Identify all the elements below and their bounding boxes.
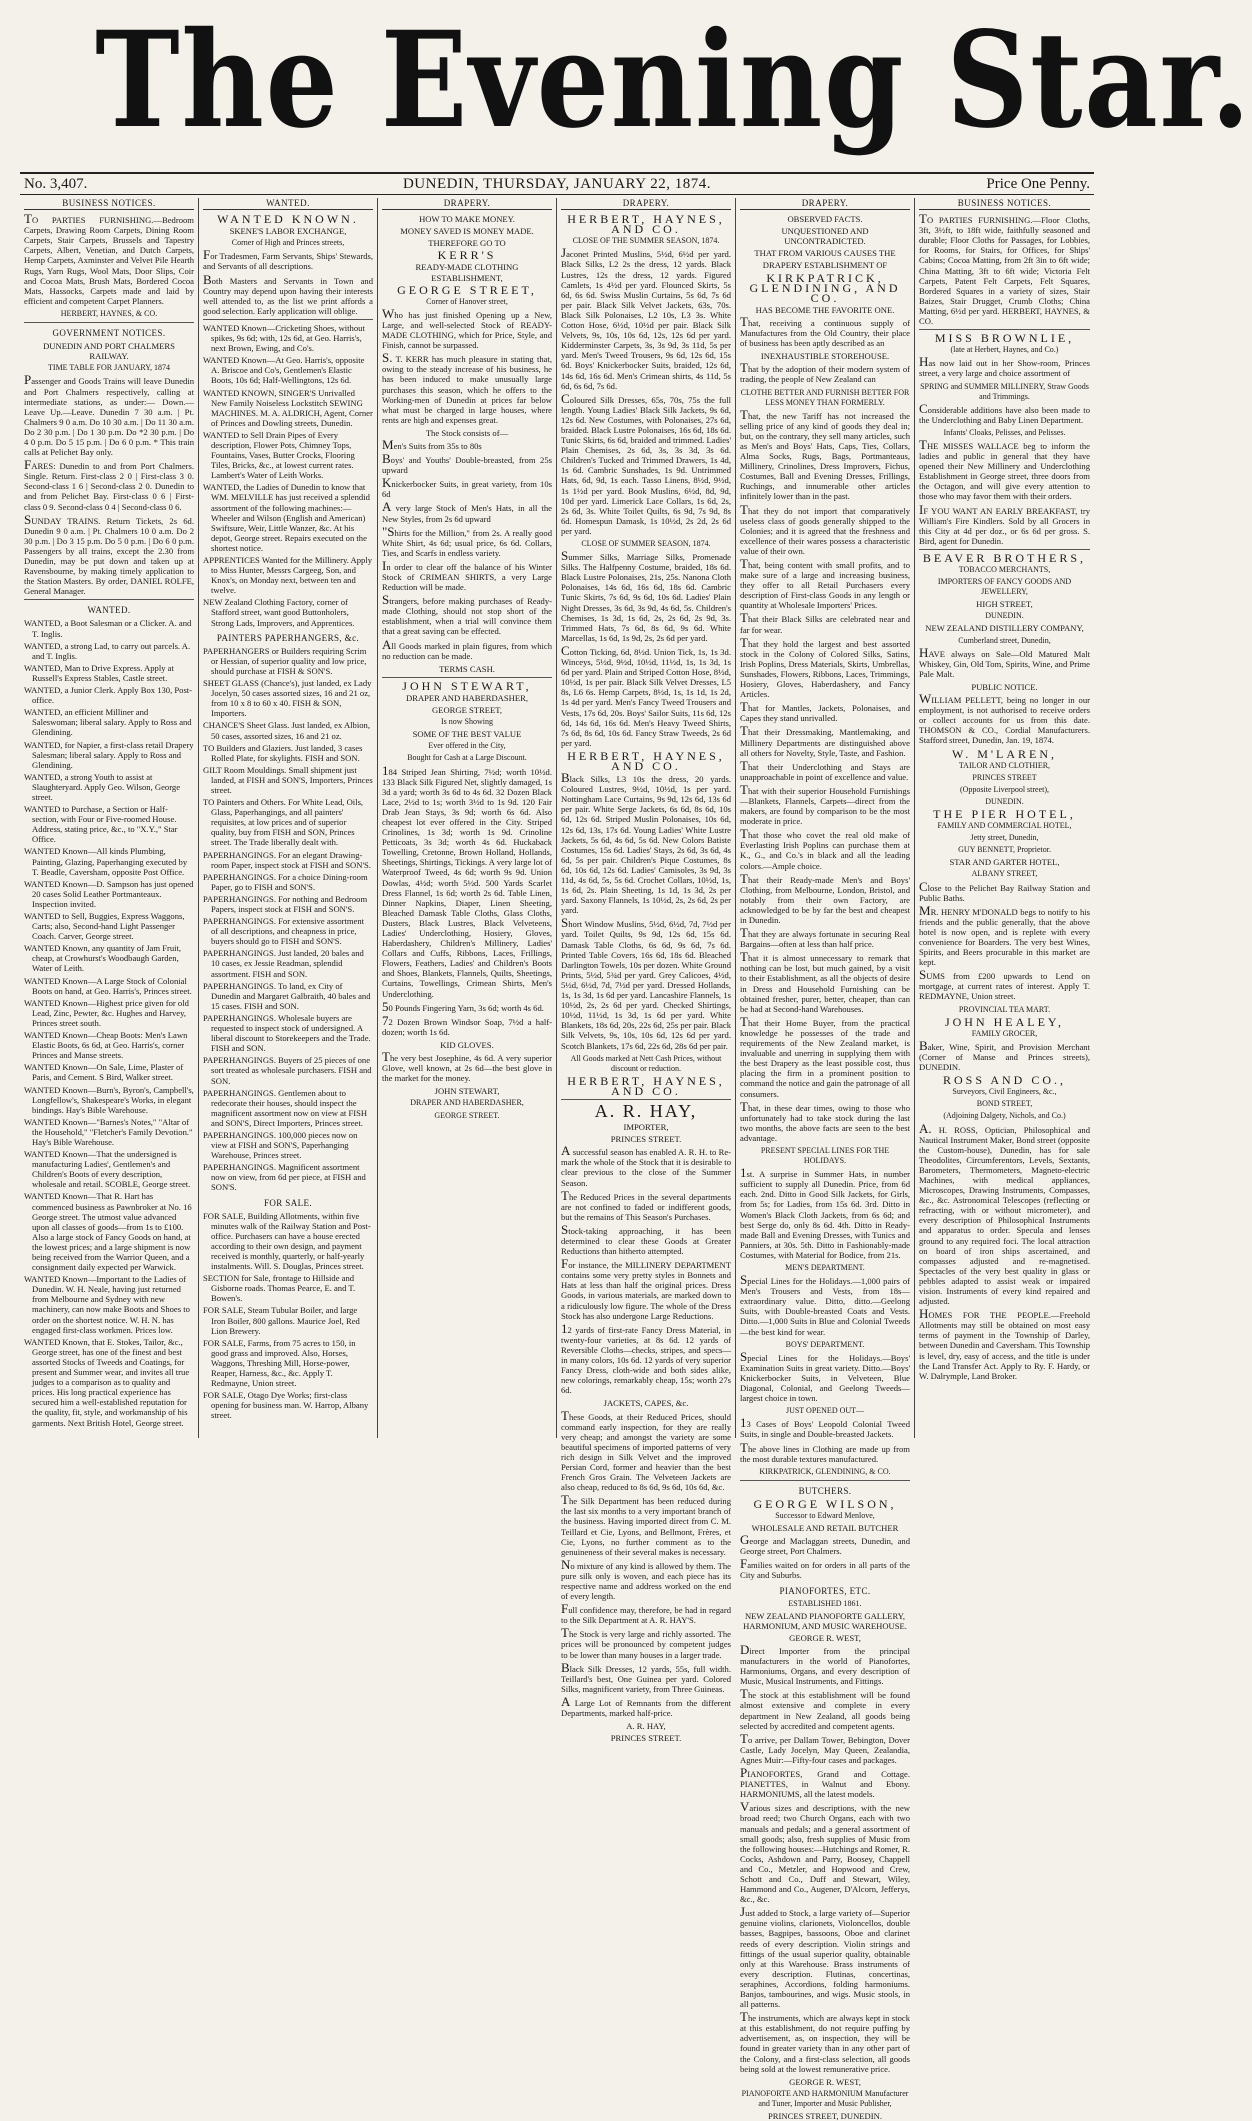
section-head: BUTCHERS. — [798, 1485, 852, 1496]
ad: Special Lines for the Holidays.—1,000 pairs of Men's Trousers and Vests, from 18s—extraordinary value. Ditto, ditto.—Geelong Suits, with Double-breasted Coats and Vests. Ditto.—1,000 Suits in Blue and Colonial Tweeds—the best kind for wear. — [740, 1272, 910, 1337]
ad-title: W. M'LAREN, — [951, 746, 1058, 761]
ad-line: HOW TO MAKE MONEY. — [419, 214, 515, 225]
ad: WANTED to Sell, Buggies, Express Waggons, Carts; also, Second-hand Light Passenger Coach. Carver, George street. — [24, 911, 185, 942]
ad-title: HERBERT, HAYNES, AND CO. — [567, 748, 725, 773]
ad: That, in these dear times, owing to those who unfortunately had to take stock during the last two months, the above facts are seen to the best advantage. — [740, 1098, 910, 1143]
ad-line: PRINCES STREET, DUNEDIN. — [768, 2111, 882, 2121]
ad-line: PRINCES STREET. — [610, 1733, 682, 1744]
ad: HAVE always on Sale—Old Matured Malt Whiskey, Gin, Old Tom, Spirits, Wine, and Prime Pale Malt. — [919, 644, 1090, 679]
ad: FOR SALE, Otago Dye Works; first-class opening for business man. W. Harrop, Albany street. — [203, 1390, 369, 1421]
ad: PAPERHANGINGS. Just landed, 20 bales and 10 cases, ex Jessie Readman, splendid assortment. FISH and SON. — [203, 948, 364, 979]
ad-line: PROVINCIAL TEA MART. — [958, 1004, 1051, 1014]
masthead-title: The Evening Star. — [95, 3, 1252, 158]
ad: CHANCE'S Sheet Glass. Just landed, ex Albion, 50 cases, assorted sizes, 16 and 21 oz. — [203, 720, 370, 741]
ad: Has now laid out in her Show-room, Princes street, a very large and choice assortment of — [919, 354, 1090, 379]
ad: WANTED Known—A Large Stock of Colonial Boots on hand, at Geo. Harris's, Princes street. — [24, 975, 192, 996]
section-head: PIANOFORTES, ETC. — [779, 1585, 871, 1596]
ad: For instance, the MILLINERY DEPARTMENT contains some very pretty styles in Bonnets and Hats at less than half the original prices. Dress Goods, in various materials, are marked down to a ridiculously low figure. The whole of the Dress Stock has also undergone Large Reductions. — [561, 1256, 731, 1321]
ad-title: ROSS AND CO., — [942, 1073, 1067, 1088]
ad-line: Successor to Edward Menlove, — [775, 1510, 875, 1520]
ad: 72 Dozen Brown Windsor Soap, 7½d a half-dozen; worth 1s 6d. — [382, 1012, 552, 1037]
ad: That, the new Tariff has not increased the selling price of any kind of goods they deal in; but, on the contrary, they sell many articles, such as Men's and Boys' Hats, Caps, Ties, Collars, Alma Socks, Rugs, Bags, Portmanteaus, Millinery, Crinolines, Dress Improvers, Fichus, Costumes, Ball and Evening Dresses, Frillings, Ruchings, and innumerable other articles infinitely lower than in the past. — [740, 406, 910, 502]
ad-line: DRAPER AND HABERDASHER, — [410, 1098, 524, 1108]
ad: 12 yards of first-rate Fancy Dress Material, in twenty-four varieties, at 8s 6d. 12 yards of Reversible Cloths—checks, stripes, and specs—in many colors, 10s 6d. 12 yards of very superior Fancy Dress, cloth-wide and both sides alike, new colorings, remarkably cheap, 15s; worth 27s 6d. — [561, 1320, 731, 1396]
ad: All Goods marked in plain figures, from which no reduction can be made. — [382, 636, 552, 661]
ad: Knickerbocker Suits, in great variety, from 10s 6d — [382, 475, 552, 500]
ad-line: DUNEDIN. — [985, 611, 1024, 621]
ad: Black Silk Dresses, 12 yards, 55s, full width. Teillard's best, One Guinea per yard. Colored Silks, magnificent variety, from Three Guineas. — [561, 1659, 731, 1694]
ad: That those who covet the real old make of Everlasting Irish Poplins can purchase them at K., G., and Co.'s in black and all the leading colors.—Ample choice. — [740, 826, 910, 871]
ad-line: SPRING and SUMMER MILLINERY, Straw Goods and Trimmings. — [920, 381, 1089, 401]
ad-line: Corner of High and Princes streets, — [231, 238, 345, 248]
ad-line: DRAPER AND HABERDASHER, — [406, 692, 528, 703]
ad-line: ALBANY STREET, — [971, 869, 1038, 879]
section-head: WANTED. — [87, 605, 131, 616]
ad-line: PRESENT SPECIAL LINES FOR THE HOLIDAYS. — [760, 1145, 890, 1166]
ad: Full confidence may, therefore, be had in regard to the Silk Department at A. R. HAY'S. — [561, 1601, 731, 1626]
ad: That for Mantles, Jackets, Polonaises, and Capes they stand unrivalled. — [740, 699, 910, 724]
ad: WANTED Known—Burn's, Byron's, Campbell's, Longfellow's, Shakespeare's Works, in elegant bindings. Hay's Bible Warehouse. — [24, 1084, 194, 1115]
ad-line: CLOSE OF SUMMER SEASON, 1874. — [581, 539, 711, 548]
ad: Families waited on for orders in all parts of the City and Suburbs. — [740, 1556, 910, 1581]
ad-line: THAT FROM VARIOUS CAUSES THE — [754, 248, 896, 259]
ad: WANTED, Man to Drive Express. Apply at Russell's Express Stables, Castle street. — [24, 662, 174, 683]
ad: Close to the Pelichet Bay Railway Station and Public Baths. — [919, 878, 1090, 903]
divider — [24, 599, 194, 600]
ad-line: IMPORTERS OF FANCY GOODS AND JEWELLERY, — [937, 577, 1072, 597]
ad: WANTED Known—D. Sampson has just opened 20 cases Solid Leather Portmanteaux. Inspection invited. — [24, 878, 194, 909]
ad: TO PARTIES FURNISHING.—Bedroom Carpets, Drawing Room Carpets, Dining Room Carpets, Stair Carpets, Brussels and Tapestry Carpets, Albert, Venetian, and Dutch Carpets, Hemp Carpets, Axminster and Velvet Pile Hearth Rugs, Yarn Rugs, Wool Mats, Door Slips, Coir and Cocoa Mats, Brush Mats, Bordered Cocoa Mats, Hassocks, Carpets made and laid by efficient and competent Carpet Planners. — [24, 211, 194, 306]
ad-line: PRINCES STREET. — [610, 1134, 682, 1145]
ad-line: MONEY SAVED IS MONEY MADE. — [400, 226, 534, 237]
ad-line: Corner of Hanover street, — [426, 296, 508, 306]
ad: PAPERHANGINGS. Gentlemen about to redecorate their houses, should inspect the magnificent assortment now on view at FISH and SON'S, Direct Importers, Princes street. — [203, 1087, 368, 1128]
ad: FOR SALE, Steam Tubular Boiler, and large Iron Boiler, 800 gallons. Maurice Joel, Red Lion Brewery. — [203, 1305, 360, 1336]
column-3 — [378, 198, 557, 1438]
ad: WANTED Known—Cricketing Shoes, without spikes, 9s 6d; with, 12s 6d, at Geo. Harris's, next Brown, Ewing, and Co's. — [203, 322, 365, 354]
ad: TO Painters and Others. For White Lead, Oils, Glass, Paperhangings, and all painters' requisites, at low prices and of superior quality, buy from FISH and SON, Princes street. The Trade liberally dealt with. — [203, 797, 364, 848]
ad-line: PUBLIC NOTICE. — [971, 681, 1038, 692]
ad: 50 Pounds Fingering Yarn, 3s 6d; worth 4s 6d. — [382, 998, 544, 1014]
ad: WANTED Known—Highest price given for old Lead, Zinc, Pewter, &c. Hughes and Harvey, Princes street south. — [24, 997, 189, 1028]
column-1 — [20, 198, 199, 1438]
ad-line: All Goods marked at Nett Cash Prices, without discount or reduction. — [570, 1053, 722, 1073]
ad: Strangers, before making purchases of Ready-made Clothing, should not stop short of the establishment, when a trial will convince them that a great saving can be effected. — [382, 592, 552, 637]
ad: That, receiving a continuous supply of Manufactures from the Old Country, their place of business has been aptly described as an — [740, 313, 910, 349]
ad-line: CLOTHE BETTER AND FURNISH BETTER FOR LESS MONEY THAN FORMERLY. — [740, 387, 910, 407]
issue-date: DUNEDIN, THURSDAY, JANUARY 22, 1874. — [402, 176, 712, 192]
divider — [740, 1480, 910, 1481]
ad: That their Dressmaking, Mantlemaking, and Millinery Departments are distinguished above all others for Novelty, Style, Taste, and Fashion. — [740, 723, 910, 758]
divider — [24, 322, 194, 323]
ad-line: GEORGE STREET, — [431, 705, 503, 716]
ad-line: UNQUESTIONED AND UNCONTRADICTED. — [781, 226, 869, 247]
ad: NEW Zealand Clothing Factory, corner of Stafford street, want good Buttonholers, Strong Lads, Improvers, and Apprentices. — [203, 597, 355, 628]
ad-title: GEORGE WILSON, — [753, 1496, 897, 1511]
ad: In order to clear off the balance of his Winter Stock of CRIMEAN SHIRTS, a very Large Reduction will be made. — [382, 557, 552, 593]
ad: WANTED to Purchase, a Section or Half-section, with Four or Five-roomed House. Address, stating price, &c., to "X.Y.," Star Office. — [24, 804, 178, 845]
ad: The above lines in Clothing are made up from the most durable textures manufactured. — [740, 1439, 910, 1464]
ad-line: HIGH STREET, — [976, 599, 1033, 610]
column-5 — [736, 198, 915, 2121]
ad: PAPERHANGINGS. For a choice Dining-room Paper, go to FISH and SON'S. — [203, 871, 368, 892]
ad: PAPERHANGINGS. For nothing and Bedroom Papers, inspect stock at FISH and SON'S. — [203, 893, 368, 914]
ad: WANTED Known—At Geo. Harris's, opposite A. Briscoe and Co's, Gentlemen's Elastic Boots, 10s 6d; Half-Wellingtons, 12s 6d. — [203, 355, 365, 386]
ad-line: Jetty street, Dunedin, — [970, 833, 1039, 843]
ad: Both Masters and Servants in Town and Country may depend upon having their interests well attended to, as the list we print affords a good selection. Early application will oblige. — [203, 271, 373, 316]
divider — [561, 1099, 731, 1100]
ad-line: THEREFORE GO TO — [428, 238, 506, 249]
ad-line: INEXHAUSTIBLE STOREHOUSE. — [760, 351, 890, 362]
ad-line: KIRKPATRICK, GLENDINING, & CO. — [759, 1466, 891, 1476]
ad: IF YOU WANT AN EARLY BREAKFAST, try William's Fire Kindlers. Sold by all Grocers in this City at 4d per doz., or 6s 6d per gross. S. Bird, agent for Dunedin. — [919, 501, 1090, 546]
dateline — [20, 172, 1094, 195]
ad: WANTED Known—Cheap Boots: Men's Lawn Elastic Boots, 6s 6d, at Geo. Harris's, corner Princes and Manse streets. — [24, 1030, 188, 1061]
ad-line: PIANOFORTE AND HARMONIUM Manufacturer and Tuner, Importer and Music Publisher, — [741, 2088, 909, 2108]
ad: TO PARTIES FURNISHING.—Floor Cloths, 3ft, 3½ft, to 18ft wide, faithfully seasoned and durable; Floor Cloths for Passages, for Lobbies, for Rooms, for Stairs, for Offices, for Ships' Cabins; Cocoa Matting, from 2ft 3in to 6ft wide; China Matting, 3ft to 6ft wide; Victoria Felt Carpets, Patent Felt Carpets, Felt Squares, Bordered Squares in a variety of sizes, Stair Baizes, Stair Drugget, Crumb Cloths; China Matting, 6½d per yard. HERBERT, HAYNES, & CO. — [919, 211, 1090, 327]
ad-line: ESTABLISHED 1861. — [788, 1598, 862, 1608]
ad-title: MISS BROWNLIE, — [934, 331, 1075, 346]
ad-line: DRAPERY ESTABLISHMENT OF — [762, 260, 888, 271]
ad-line: Surveyors, Civil Engineers, &c., — [952, 1087, 1057, 1097]
ad-title: NEW ZEALAND PIANOFORTE GALLERY, HARMONIUM, AND MUSIC WAREHOUSE. — [743, 1610, 907, 1631]
section-head: GOVERNMENT NOTICES. — [52, 328, 166, 339]
ad: A Large Lot of Remnants from the different Departments, marked half-price. — [561, 1693, 731, 1719]
ad-title: JOHN HEALEY, — [944, 1014, 1065, 1029]
ad: The Silk Department has been reduced during the last six months to a very important branch of the business. Having imported direct from C. M. Teillard et Cie, Lyons, and Bellmont, Frères, et Cie, Lyons, no further comment as to the genuineness of their several makes is necessary. — [561, 1492, 731, 1557]
ad-line: TERMS CASH. — [439, 663, 495, 674]
ad: That by the adoption of their modern system of trading, the people of New Zealand can — [740, 360, 910, 385]
ad: WANTED, a strong Youth to assist at Slaughteryard. Apply Geo. Wilson, George street. — [24, 771, 181, 802]
section-head: DRAPERY. — [740, 198, 910, 210]
ad: FARES: Dunedin to and from Port Chalmers. Single. Return. First-class 2 0 | First-class 3 0. Second-class 1 6 | Second-class 2 0. Dunedin to and from Pelichet Bay. First-class 0 6 | First-class 0 9. Second-class 0 4 | Second-class 0 6. — [24, 457, 194, 512]
ad: The Stock is very large and richly assorted. The prices will be pronounced by competent judges to be lower than many houses in a larger trade. — [561, 1625, 731, 1660]
ad: Cotton Ticking, 6d, 8½d. Union Tick, 1s, 1s 3d. Winceys, 5½d, 9½d, 10½d, 11½d, 1s, 1s 3d, 1s 6d per yard. Plain and Striped Cotton Hose, 8½d, 10½d, 1s per pair. Black Silk Velvet Dresses, L5 8s, L6 6s. Hemp Carpets, 8½d, 1s, 1s 1d, 1s 2d, 1s 4d per yard. Men's Fancy Tweed Trousers and Vests, 17s 6d, 20s. Boys' Sailor Suits, 11s 6d, 12s 6d, 14s 6d, 16s 6d. Men's Heavy Tweed Shirts, 7s 6d, 8s 6d, 10s 6d. Fancy Straw Tweeds, 2s 6d per yard. — [561, 642, 731, 748]
ad-title: A. R. HAY, — [594, 1100, 698, 1121]
ad-line: The Stock consists of— — [425, 427, 509, 438]
ad: That their Home Buyer, from the practical knowledge he possesses of the trade and requirements of the New Zealand market, is invaluable and unerring in supplying them with the best Drapery as the least possible cost, thus placing the firm in a prominent position to command the notice and gain the patronage of all consumers. — [740, 1013, 910, 1099]
column-4 — [557, 198, 736, 1744]
ad-line: READY-MADE CLOTHING ESTABLISHMENT, — [415, 262, 519, 283]
section-head: BUSINESS NOTICES. — [919, 198, 1090, 210]
ad-line: GEORGE R. WEST, — [789, 1632, 861, 1643]
ad: WANTED Known, that E. Stokes, Tailor, &c., George street, has one of the finest and best assorted Stocks of Tweeds and Coatings, for present and Summer wear, and invites all true judges to a comparison as to quality and prices. His long practical experience has secured him a well-established reputation for the quality, fit, style, and workmanship of his garments. Next British Hotel, George street. — [24, 1336, 190, 1428]
ad: Direct Importer from the principal manufacturers in the world of Pianofortes, Harmoniums, Organs, and every description of Music, Musical Instruments, and Fittings. — [740, 1642, 910, 1687]
ad: WANTED Known—That R. Hart has commenced business as Pawnbroker at No. 16 George street. The utmost value advanced upon all classes of goods—from 1s to £100. Also a large stock of Fancy Goods on hand, at the lowest prices; and a large shipment is now being received from the Warrior Queen, and a consignment daily expected per Warwick. — [24, 1191, 192, 1273]
ad: The instruments, which are always kept in stock at this establishment, do not require puffing by advertisement, as, on inspection, they will be found in greater variety than in any other part of the Colony, and a first-class selection, all goods being sold at the lowest remunerative price. — [740, 2009, 910, 2074]
ad-line: BOYS' DEPARTMENT. — [785, 1339, 865, 1349]
section-head: DRAPERY. — [561, 198, 731, 210]
ad-line: OBSERVED FACTS. — [787, 214, 863, 225]
ad: The Reduced Prices in the several departments are not confined to faded or indifferent goods, but the remains of This Season's Purchases. — [561, 1187, 731, 1222]
ad-line: GEORGE R. WEST, — [789, 2076, 861, 2087]
ad-line: Cumberland street, Dunedin, — [958, 635, 1051, 645]
column-2 — [199, 198, 378, 1438]
ad-line: TOBACCO MERCHANTS, — [958, 565, 1051, 574]
ad: PAPERHANGINGS. For an elegant Drawing-room Paper, inspect stock at FISH and SON'S. — [203, 849, 371, 870]
ad: Short Window Muslins, 5½d, 6½d, 7d, 7½d per yard. Toilet Quilts, 9s 9d, 12s 6d, 15s 6d. Damask Table Cloths, 6s 6d, 9s 6d, 7s 6d. Printed Table Covers, 16s 6d, 18s 6d. Bleached Darlington Towels, 10s per dozen. White Ground Prints, 5½d, 5¾d per yard. Grey Calicoes, 4½d, 5½d, 6½d, 7d, 7½d per yard. Dressed Hollands, 1s, 1s 3d, 1s 6d per yard. Lancashire Flannels, 1s 10½d, 2s, 2s 6d per yard. Checked Shirtings, 10½d, 11½d, 1s 3d, 1s 6d per yard. White Blankets, 18s 6d, 20s, 22s 6d, 25s per pair. Black Silk Velvets, 9s, 10s, 10s 6d, 12s 6d per yard. Scotch Blankets, 17s 6d, 22s 6d, 28s 6d per pair. — [561, 915, 731, 1051]
ad: SUMS from £200 upwards to Lend on mortgage, at current rates of interest. Apply T. REDMAYNE, Union street. — [919, 967, 1090, 1002]
ad: PAPERHANGINGS. For extensive assortment of all descriptions, and cheapness in price, buyers should go to FISH and SON'S. — [203, 916, 365, 947]
ad-line: FAMILY AND COMMERCIAL HOTEL, — [937, 821, 1072, 831]
ad-line: CLOSE OF THE SUMMER SEASON, 1874. — [572, 236, 720, 246]
ad-line: Ever offered in the City, — [428, 741, 506, 751]
divider — [203, 319, 373, 320]
columns — [20, 198, 1094, 2121]
ad-title: NEW ZEALAND DISTILLERY COMPANY, — [925, 623, 1084, 634]
ad: Baker, Wine, Spirit, and Provision Merchant (Corner of Manse and Princes streets), DUNEDIN. — [919, 1037, 1090, 1073]
ad: Coloured Silk Dresses, 65s, 70s, 75s the full length. Young Ladies' Black Silk Jackets, 9s 6d, 12s 6d. New Costumes, with Polonaises, 27s 6d, braided. Black Lustre Polonaises, 16s 6d, 18s 6d. Tunic Skirts, 6s 6d, braided and trimmed. Ladies' Plain Chemises, 2s 6d, 3s, 3s 3d, 3s 6d. Children's Tucked and Trimmed Drawers, 1s 4d, 1s 6d. Cambric Sunshades, 1s 9d. Untrimmed Hats, 6d, 9d, 1s each. Tasso Linens, 8½d, 9½d, 1s 1½d per yard. Book Muslins, 6½d, 8d, 9d, 10d per yard. Limerick Lace Collars, 1s 6d, 2s, 2s 6d, 3s. White Toilet Quilts, 6s 9d, 7s 9d, 8s 6d. Homespun Damask, 1s 10½d, 2s 2d, 2s 6d per yard. — [561, 390, 731, 536]
ad: WANTED, an efficient Milliner and Saleswoman; liberal salary. Apply to Ross and Glendining. — [24, 707, 192, 738]
ad: WILLIAM PELLETT, being no longer in our employment, is not authorised to receive orders or collect accounts for us from this date. THOMSON & CO., Cordial Manufacturers. Stafford street, Dunedin, Jan. 19, 1874. — [919, 691, 1090, 746]
ad: Boys' and Youths' Double-breasted, from 25s upward — [382, 451, 552, 476]
ad: A successful season has enabled A. R. H. to Re-mark the whole of the Stock that it is desirable to clear previous to the close of the Summer Season. — [561, 1143, 731, 1188]
ad: THE MISSES WALLACE beg to inform the ladies and public in general that they have opened their New Millinery and Underclothing Establishment in George street, three doors from the Octagon, and will give every attention to those who may favor them with their orders. — [919, 436, 1090, 502]
ad: PIANOFORTES, Grand and Cottage. PIANETTES, in Walnut and Ebony. HARMONIUMS, all the latest models. — [740, 1765, 910, 1800]
ad: "Shirts for the Million," from 2s. A really good White Shirt, 4s 6d; usual price, 6s 6d. Collars, Ties, and Scarfs in endless variety. — [382, 523, 552, 558]
ad: FOR SALE, Farms, from 75 acres to 150, in good grass and improved. Also, Horses, Waggons, Threshing Mill, Horse-power, Reaper, Harness, &c., &c. Apply T. Redmayne, Union street. — [203, 1337, 356, 1389]
ad: WANTED, a strong Lad, to carry out parcels. A. and T. Inglis. — [24, 640, 191, 661]
ad: Men's Suits from 35s to 80s — [382, 436, 482, 452]
ad-line: JOHN STEWART, — [434, 1086, 500, 1097]
ad-line: HAS BECOME THE FAVORITE ONE. — [755, 304, 895, 315]
ad-line: SKENE'S LABOR EXCHANGE, — [229, 226, 347, 237]
ad: WANTED Known—On Sale, Lime, Plaster of Paris, and Cement. S Bird, Walker street. — [24, 1062, 184, 1083]
ad: WANTED, the Ladies of Dunedin to know that WM. MELVILLE has just received a splendid assortment of the following machines:— Wheeler and Wilson (English and American) Swiftsure, Weir, Little Wanzer, &c. At his depot, George street. Repairs executed on the shortest notice. — [203, 482, 370, 553]
ad-line: TAILOR AND CLOTHIER, — [958, 760, 1051, 770]
ad-line: JACKETS, CAPES, &c. — [603, 1398, 689, 1409]
ad: PAPERHANGINGS. Buyers of 25 pieces of one sort treated as wholesale purchasers. FISH and SON. — [203, 1055, 372, 1086]
ad: Who has just finished Opening up a New, Large, and well-selected Stock of READY-MADE CLOTHING, which for Price, Style, and Finish, cannot be surpassed. — [382, 305, 552, 351]
ad-line: FAMILY GROCER, — [971, 1028, 1038, 1038]
ad-line: BOND STREET, — [976, 1099, 1033, 1109]
ad: 184 Striped Jean Shirting, 7½d; worth 10½d. 133 Black Silk Figured Net, slightly damaged, 1s 3d a yard; worth 3s 6d to 4s 6d. 32 Dozen Black Lace, 2½d to 1s; worth 3½d to 1s 9d. 120 Fair Drab Jean Stays, 3s 9d; worth 6s 6d. Also cheapest lot ever offered in the City. Striped Crinolines, 1s 3d; worth 1s 9d. Crinoline Petticoats, 3s 3d; worth 4s 6d. Huckaback Towelling, Cretonne, Brown Holland, Hollands, Sheetings, Shirtings, Tickings. A very large lot of Waterproof Tweed, 4s 6d; worth 9s 9d. Union Dowlas, 4½d; worth 5½d. 500 Yards Scarlet Dress Flannel, 1s 6d; worth 2s 6d. Table Linen, Dinner Napkins, Diaper, Linen Sheeting, Bleached Damask Table Cloths, Glass Cloths, Dusters, Black Lustres, Black Velveteens, Ladies' Underclothing, Hosiery, Gloves, Haberdashery, Children's Millinery, Ladies' Collars and Cuffs, Ribbons, Laces, Frillings, Flowers, Feathers, Ladies' and Children's Boots and Shoes, Blankets, Flannels, Quilts, Sheetings, Curtains, Towellings, Crimean Shirts, Men's Underclothing. — [382, 762, 552, 999]
ad-title: THE PIER HOTEL, — [933, 806, 1076, 821]
ad: WANTED Known—Important to the Ladies of Dunedin. W. H. Neale, having just returned from Melbourne and Sydney with new machinery, can now make Boots and Shoes to order on the shortest notice. W. H. N. has engaged first-class workmen. Prices low. — [24, 1274, 190, 1335]
ad: No mixture of any kind is allowed by them. The pure silk only is woven, and each piece has its respective name and address worked on the end of every length. — [561, 1556, 731, 1602]
ad: That they do not import that comparatively useless class of goods generally shipped to the Colonies; and it is agreed that the freshness and excellence of their wares possess a characteristic value of their own. — [740, 501, 910, 556]
ad: HOMES FOR THE PEOPLE.—Freehold Allotments may still be obtained on most easy terms of payment in the Township of Darley, between Dunedin and Caversham. This Township is level, dry, easy of access, and the title is under the Land Transfer Act. Apply to Ry. F. Hardy, or W. Dalrymple, Land Broker. — [919, 1306, 1090, 1381]
ad: TO Builders and Glaziers. Just landed, 3 cases Rolled Plate, for skylights. FISH and SON. — [203, 742, 363, 763]
column-6 — [915, 198, 1094, 1438]
section-head: FOR SALE. — [263, 1197, 313, 1208]
ad: That their Ready-made Men's and Boys' Clothing, from Melbourne, London, Bristol, and notably from their own Factory, are acknowledged to be by far the best and cheapest in Dunedin. — [740, 870, 910, 925]
ad-line: IMPORTER, — [623, 1122, 669, 1133]
ad: WANTED KNOWN, SINGER'S Unrivalled New Family Noiseless Lockstitch SEWING MACHINES. M. A. ALDRICH, Agent, Corner of Princes and Dowling streets, Dunedin. — [203, 387, 373, 428]
ad: SECTION for Sale, frontage to Hillside and Gisborne roads. Thomas Pearce, E. and T. Bowen's. — [203, 1273, 356, 1304]
ad-line: Infants' Cloaks, Pelisses, and Pelisses. — [943, 427, 1066, 437]
ad: WANTED Known—That the undersigned is manufacturing Ladies', Gentlemen's and Children's Boots of every description, wholesale and retail. SCOBLE, George street. — [24, 1149, 191, 1190]
ad: Just added to Stock, a large variety of—Superior genuine violins, clarionets, Violoncellos, double basses, Bagpipes, bassoons, Oboe and clarinet reeds of every description. Violin strings and fittings of the usual superior quality, obtainable only at this Warehouse. Brass instruments of every description. Flutinas, concertinas, seraphines, Accordions, folding harmoniums. Banjos, tambourines, and wigs. Music stools, in all patterns. — [740, 1904, 910, 2010]
issue-price: Price One Penny. — [986, 176, 1090, 192]
ad: Stock-taking approaching, it has been determined to clear these Goods at Greater Reductions than hitherto attempted. — [561, 1221, 731, 1257]
ad-line: Is now Showing — [440, 717, 493, 727]
ad: Various sizes and descriptions, with the new broad reed; two Church Organs, each with two manuals and pedals; and a general assortment of small goods; also, fresh supplies of Music from the following houses:—Hutchings and Romer, R. Cocks, Ashdown and Parry, Boosey, Chappell and Co., Metzler, and Hopwood and Crew, Schott and Co., Duff and Stewart, Wiley, Hammond and Co., Augener, D'Alcorn, Jefferys, &c., &c. — [740, 1799, 910, 1905]
ad: Passenger and Goods Trains will leave Dunedin and Port Chalmers respectively, calling at intermediate stations, as under:— Down.—Leave Up.—Leave. Dunedin 7 30 a.m. | Pt. Chalmers 9 0 a.m. Do 10 30 a.m. | Do 11 30 a.m. Do 2 30 p.m. | Do 1 30 p.m. Do *2 30 p.m. | Do 4 0 p.m. Do 5 15 p.m. | Do 6 0 p.m. * This train calls at Pelichet Bay only. — [24, 372, 194, 458]
section-head: BUSINESS NOTICES. — [24, 198, 194, 210]
ad: Jaconet Printed Muslins, 5½d, 6½d per yard. Black Silks, L2 2s the dress, 12 yards. Black Lustres, 12s the dress, 12 yards. Figured Camlets, 1s 4½d per yard. Flounced Skirts, 5s 6d, 6s 6d. Swiss Muslin Curtains, 5s 6d, 7s 6d per pair. Black Silk Velvet Jackets, 63s, 70s. Black Silk Polonaises, L2 10s, L3 3s. White Cotton Hose, 6½d, 10½d per pair. Black Silk Velvets, 9s, 10s, 10s 6d, 12s, 12s 6d per yard. Kidderminster Carpets, 3s, 3s 9d, 3s 11d, 5s per yard. Men's Tweed Trousers, 9s 6d, 12s 6d, 15s 6d. Boys' Knickerbocker Suits, braided, 12s 6d, 14s 6d, 16s 6d. Men's Crimean shirts, 4s 11d, 5s 6d, 6s 6d, 7s 6d. — [561, 245, 731, 391]
ad: WANTED to Sell Drain Pipes of Every description, Flower Pots, Chimney Tops, Fountains, Vases, Butter Crocks, Flooring Tiles, Bricks, &c., at lowest current rates. Lambert's Water of Leith Works. — [203, 429, 355, 481]
ad-line: (late at Herbert, Haynes, and Co.) — [950, 345, 1059, 355]
ad: That it is almost unnecessary to remark that nothing can be lost, but much gained, by a visit to their Establishment, as all the objects of desire in Dress and Household Furnishing can be obtained fresher, purer, better, cheaper, than can be had at Second-hand Warehouses. — [740, 949, 910, 1014]
ad: That they hold the largest and best assorted stock in the Colony of Colored Silks, Satins, Irish Poplins, Dress Materials, Skirts, Umbrellas, Sunshades, Flowers, Ribbons, Laces, Trimmings, Hosiery, Gloves, Haberdashery, and Fancy Articles. — [740, 634, 910, 700]
ad-line: GEORGE STREET, — [397, 282, 537, 297]
ad: APPRENTICES Wanted for the Millinery. Apply to Miss Hunter, Messrs Cargeeg, Son, and Knox's, on Monday next, between ten and twelve. — [203, 555, 373, 596]
ad-title: KIRKPATRICK, GLENDINING, AND CO. — [749, 270, 901, 305]
ad: WANTED, for Napier, a first-class retail Drapery Salesman; liberal salary. Apply to Ross and Glendining. — [24, 739, 194, 770]
divider — [919, 329, 1090, 330]
ad-line: GEORGE STREET. — [434, 1110, 500, 1120]
ad: A. H. ROSS, Optician, Philosophical and Nautical Instrument Maker, Bond street (opposite the Custom-house), Dunedin, has for sale Theodolites, Circumferentors, Levels, Sextants, Barometers, Thermometers, Magneto-electric Machines, with medical appliances, Microscopes, Drawing Instruments, Compasses, &c., &c. Astronomical Telescopes (reflecting or refracting, with or without micrometer), and every description of Philosophical Instruments and apparatus to order. Specula and lenses ground to any required foci. The local attraction on board of iron ships ascertained, and compasses adjusted and re-magnetised. Spectacles of the very best quality in glass or pebbles adapted to assist weak or impaired vision. Instruments of every kind repaired and adjusted. — [919, 1120, 1090, 1307]
section-head: DRAPERY. — [382, 198, 552, 210]
issue-number: No. 3,407. — [24, 176, 88, 192]
ad: PAPERHANGINGS. To land, ex City of Dunedin and Margaret Galbraith, 40 bales and 15 cases. FISH and SON. — [203, 980, 371, 1011]
ad: FOR SALE, Building Allotments, within five minutes walk of the Railway Station and Post-office. Purchasers can have a house erected according to their own design, and payment received is monthly, quarterly, or half-yearly instalments. Will. S. Douglas, Princes street. — [203, 1210, 371, 1272]
ad: PAPERHANGINGS. Wholesale buyers are requested to inspect stock of undersigned. A liberal discount to Storekeepers and the Trade. FISH and SON. — [203, 1012, 371, 1054]
ad: WANTED Known, any quantity of Jam Fruit, cheap, at Crowhurst's Woodbaugh Garden, Water of Leith. — [24, 943, 182, 974]
ad: That their Underclothing and Stays are unapproachable in point of excellence and value. — [740, 757, 910, 782]
ad-sub: TIME TABLE FOR JANUARY, 1874 — [48, 363, 170, 373]
ad: WANTED Known—"Barnes's Notes," "Altar of the Household," "Fletcher's Family Devotion." Hay's Bible Warehouse. — [24, 1116, 193, 1147]
ad: WANTED Known—All kinds Plumbing, Painting, Glazing, Paperhanging executed by T. Beadle, Caversham, opposite Post Office. — [24, 846, 188, 877]
ad: For Tradesmen, Farm Servants, Ships' Stewards, and Servants of all descriptions. — [203, 247, 373, 272]
ad: A very large Stock of Men's Hats, in all the New Styles, from 2s 6d upward — [382, 499, 552, 524]
ad-line: GUY BENNETT, Proprietor. — [958, 845, 1051, 855]
ad-line: (Opposite Liverpool street), — [959, 784, 1050, 794]
ad: Special Lines for the Holidays.—Boys' Examination Suits in great variety. Ditto.—Boys' Knickerbocker Suits, in Velveteen, Blue Diagonal, Colonial, and Geelong Tweeds—largest choice in town. — [740, 1348, 910, 1404]
ad-line: SOME OF THE BEST VALUE — [412, 729, 522, 740]
ad-title: WANTED KNOWN. — [217, 212, 359, 227]
ad: MR. HENRY M'DONALD begs to notify to his friends and the public generally, that the above hotel is now open, and is replete with every convenience for Boarders. The very best Wines, Spirits, and Beers procurable in this market are kept. — [919, 902, 1090, 968]
ad: That they are always fortunate in securing Real Bargains—often at less than half price. — [740, 925, 910, 950]
ad-title: HERBERT, HAYNES, AND CO. — [567, 212, 725, 237]
ad-line: DUNEDIN. — [985, 796, 1024, 806]
section-head: PAINTERS PAPERHANGERS, &c. — [216, 632, 360, 643]
ad-line: PRINCES STREET — [972, 772, 1037, 782]
section-head: WANTED. — [203, 198, 373, 210]
ad-title: KERR'S — [437, 248, 497, 263]
ad: PAPERHANGERS or Builders requiring Scrim or Hessian, of superior quality and low price, should purchase at FISH & SON'S. — [203, 645, 367, 676]
ad: That, being content with small profits, and to make sure of a large and increasing business, they offer to all Retail Purchasers every description of First-class Goods in any length or quantity at Wholesale Importers' Prices. — [740, 556, 910, 611]
ad-title: BEAVER BROTHERS, — [922, 550, 1087, 565]
ad-line: (Adjoining Dalgety, Nichols, and Co.) — [943, 1111, 1066, 1121]
ad: These Goods, at their Reduced Prices, should command early inspection, for they are really very cheap; and amongst the variety are some beautiful specimens of imported patterns of very rich design in Silk Velvet and the improved Persian Cord, former and heavier than the best French Gros Grain. The Velveteen Jackets are also cheap, reduced to 8s 6d, 9s 6d, 10s 6d, &c. — [561, 1407, 731, 1493]
ad-line: JUST OPENED OUT— — [785, 1406, 865, 1416]
ad: SHEET GLASS (Chance's), just landed, ex Lady Jocelyn, 50 cases assorted sizes, 16 and 21 oz, from 10 x 8 to 60 x 40. FISH & SON, Importers. — [203, 678, 372, 719]
ad: George and Maclaggan streets, Dunedin, and George street, Port Chalmers. — [740, 1532, 910, 1557]
ad: PAPERHANGINGS. 100,000 pieces now on view at FISH and SON'S, Paperhanging Warehouse, Princes street. — [203, 1129, 358, 1161]
ad: The stock at this establishment will be found almost extensive and complete in every department in New Zealand, all goods being selected by accredited and competent agents. — [740, 1686, 910, 1731]
divider — [919, 549, 1090, 550]
ad: WANTED, a Boot Salesman or a Clicker. A. and T. Inglis. — [24, 618, 192, 639]
ad: 13 Cases of Boys' Leopold Colonial Tweed Suits, in single and Double-breasted Jackets. — [740, 1415, 910, 1440]
ad: The very best Josephine, 4s 6d. A very superior Glove, well known, at 2s 6d—the best glove in the market for the money. — [382, 1049, 552, 1084]
ad-title: HERBERT, HAYNES, AND CO. — [567, 1073, 725, 1098]
ad: WANTED, a Junior Clerk. Apply Box 130, Post-office. — [24, 685, 193, 706]
ad-line: A. R. HAY, — [626, 1721, 666, 1732]
ad: S. T. KERR has much pleasure in stating that, owing to the steady increase of his business, he has been induced to make unusually large purchases this season, which he offers to the Working-men of Dunedin at prices far below what must be charged in large houses, where rents are high and expenses great. — [382, 350, 552, 425]
ad-title: JOHN STEWART, — [402, 678, 532, 693]
ad-title: DUNEDIN AND PORT CHALMERS RAILWAY. — [43, 341, 175, 362]
divider — [382, 677, 552, 678]
ad: 1st. A surprise in Summer Hats, in number sufficient to supply all Dunedin. Price, from 6d each. 2nd. Ditto in Good Silk Jackets, for Girls, from 5s; for Ladies, from 15s 6d. 3rd. Ditto in Women's Black Cloth Jackets, from 6s 6d; and best Serge do, only 8s 6d. 4th. Ditto in Ready-made Ball and Evening Dresses, with Tunics and Panniers, at 30s. 5th. Ditto in Fashionably-made Costumes, with Material for Bodice, from 21s. — [740, 1165, 910, 1260]
ad-line: KID GLOVES. — [440, 1039, 494, 1050]
ad-line: Bought for Cash at a Large Discount. — [407, 753, 527, 763]
ad: SUNDAY TRAINS. Return Tickets, 2s 6d. Dunedin 9 0 a.m. | Pt. Chalmers 10 0 a.m. Do 2 30 p.m. | Do 3 15 p.m. Do 5 0 p.m. | Do 6 0 p.m. Passengers by all trains, except the 2.30 from Dunedin, may be put down and taken up at Ravensbourne, by making timely application to the Station Masters. By order, DANIEL ROLFE, General Manager. — [24, 511, 194, 597]
ad-line: WHOLESALE AND RETAIL BUTCHER — [751, 1523, 899, 1534]
ad: PAPERHANGINGS. Magnificent assortment now on view, from 6d per piece, at FISH and SON'S. — [203, 1162, 366, 1193]
ad-line: MEN'S DEPARTMENT. — [785, 1263, 865, 1272]
ad: That with their superior Household Furnishings—Blankets, Flannels, Carpets—direct from the makers, are found by comparison to be the most moderate in price. — [740, 781, 910, 827]
ad-title: STAR AND GARTER HOTEL, — [949, 857, 1060, 868]
ad: Considerable additions have also been made to the Underclothing and Baby Linen Department. — [919, 400, 1090, 425]
ad: To arrive, per Dallam Tower, Bebington, Dover Castle, Lady Jocelyn, May Queen, Zealandia, Agnes Muir:—Fifty-four cases and packages. — [740, 1730, 910, 1765]
ad-sign: HERBERT, HAYNES, & CO. — [60, 308, 158, 318]
ad: Black Silks, L3 10s the dress, 20 yards. Coloured Lustres, 9½d, 10½d, 1s per yard. Nottingham Lace Curtains, 9s 9d, 12s 6d, 13s 6d per pair. White Serge Jackets, 6s 6d, 8s 6d, 10s 6d, 12s 6d. Striped Muslin Polonaises, 10s 6d, 12s 6d, 13s, 17s 6d. Young Ladies' White Lustre Jackets, 5s 6d, 4s 6d, 5s 6d. New Colors Batiste Costumes, 15s 6d. Ladies' Stays, 2s 6d, 3s 6d, 4s 6d, 5s per pair. Children's Pique Costumes, 8s 6d, 10s 6d, 12s 6d. Ladies' Camisoles, 3s 9d, 3s 11d, 4s 6d, 5s, 5s 6d. Crochet Collars, 10½d, 1s, 1s 6d, 2s. Plain Sheeting, 1s 1d, 1s 3d, 2s per yard. Saxony Flannels, 1s 10½d, 2s, 2s 6d, 2s per yard. — [561, 770, 731, 916]
ad: Summer Silks, Marriage Silks, Promenade Silks. The Halfpenny Costume, braided, 18s 6d. Black Lustre Polonaises, 21s, 25s. Nanona Cloth Polonaises, 14s 6d, 16s 6d, 18s 6d. Cambric Tunic Skirts, 7s 6d, 9s 6d, 10s 6d. Ladies' Plain Night Dresses, 3s 6d, 3s 9d, 4s 6d, 5s. Children's Chemises, 1s 3d, 1s 6d, 2s, 2s 6d, 2s 9d, 3s. Trimmed Hats, 7s 6d, 8s 6d, 9s 6d. White Marcellas, 1s 6d, 1s 9d, 2s, 2s 6d per yard. — [561, 548, 731, 643]
ad: That their Black Silks are celebrated near and far for wear. — [740, 610, 910, 635]
ad: GILT Room Mouldings. Small shipment just landed, at FISH and SON'S, Importers, Princes street. — [203, 764, 373, 795]
